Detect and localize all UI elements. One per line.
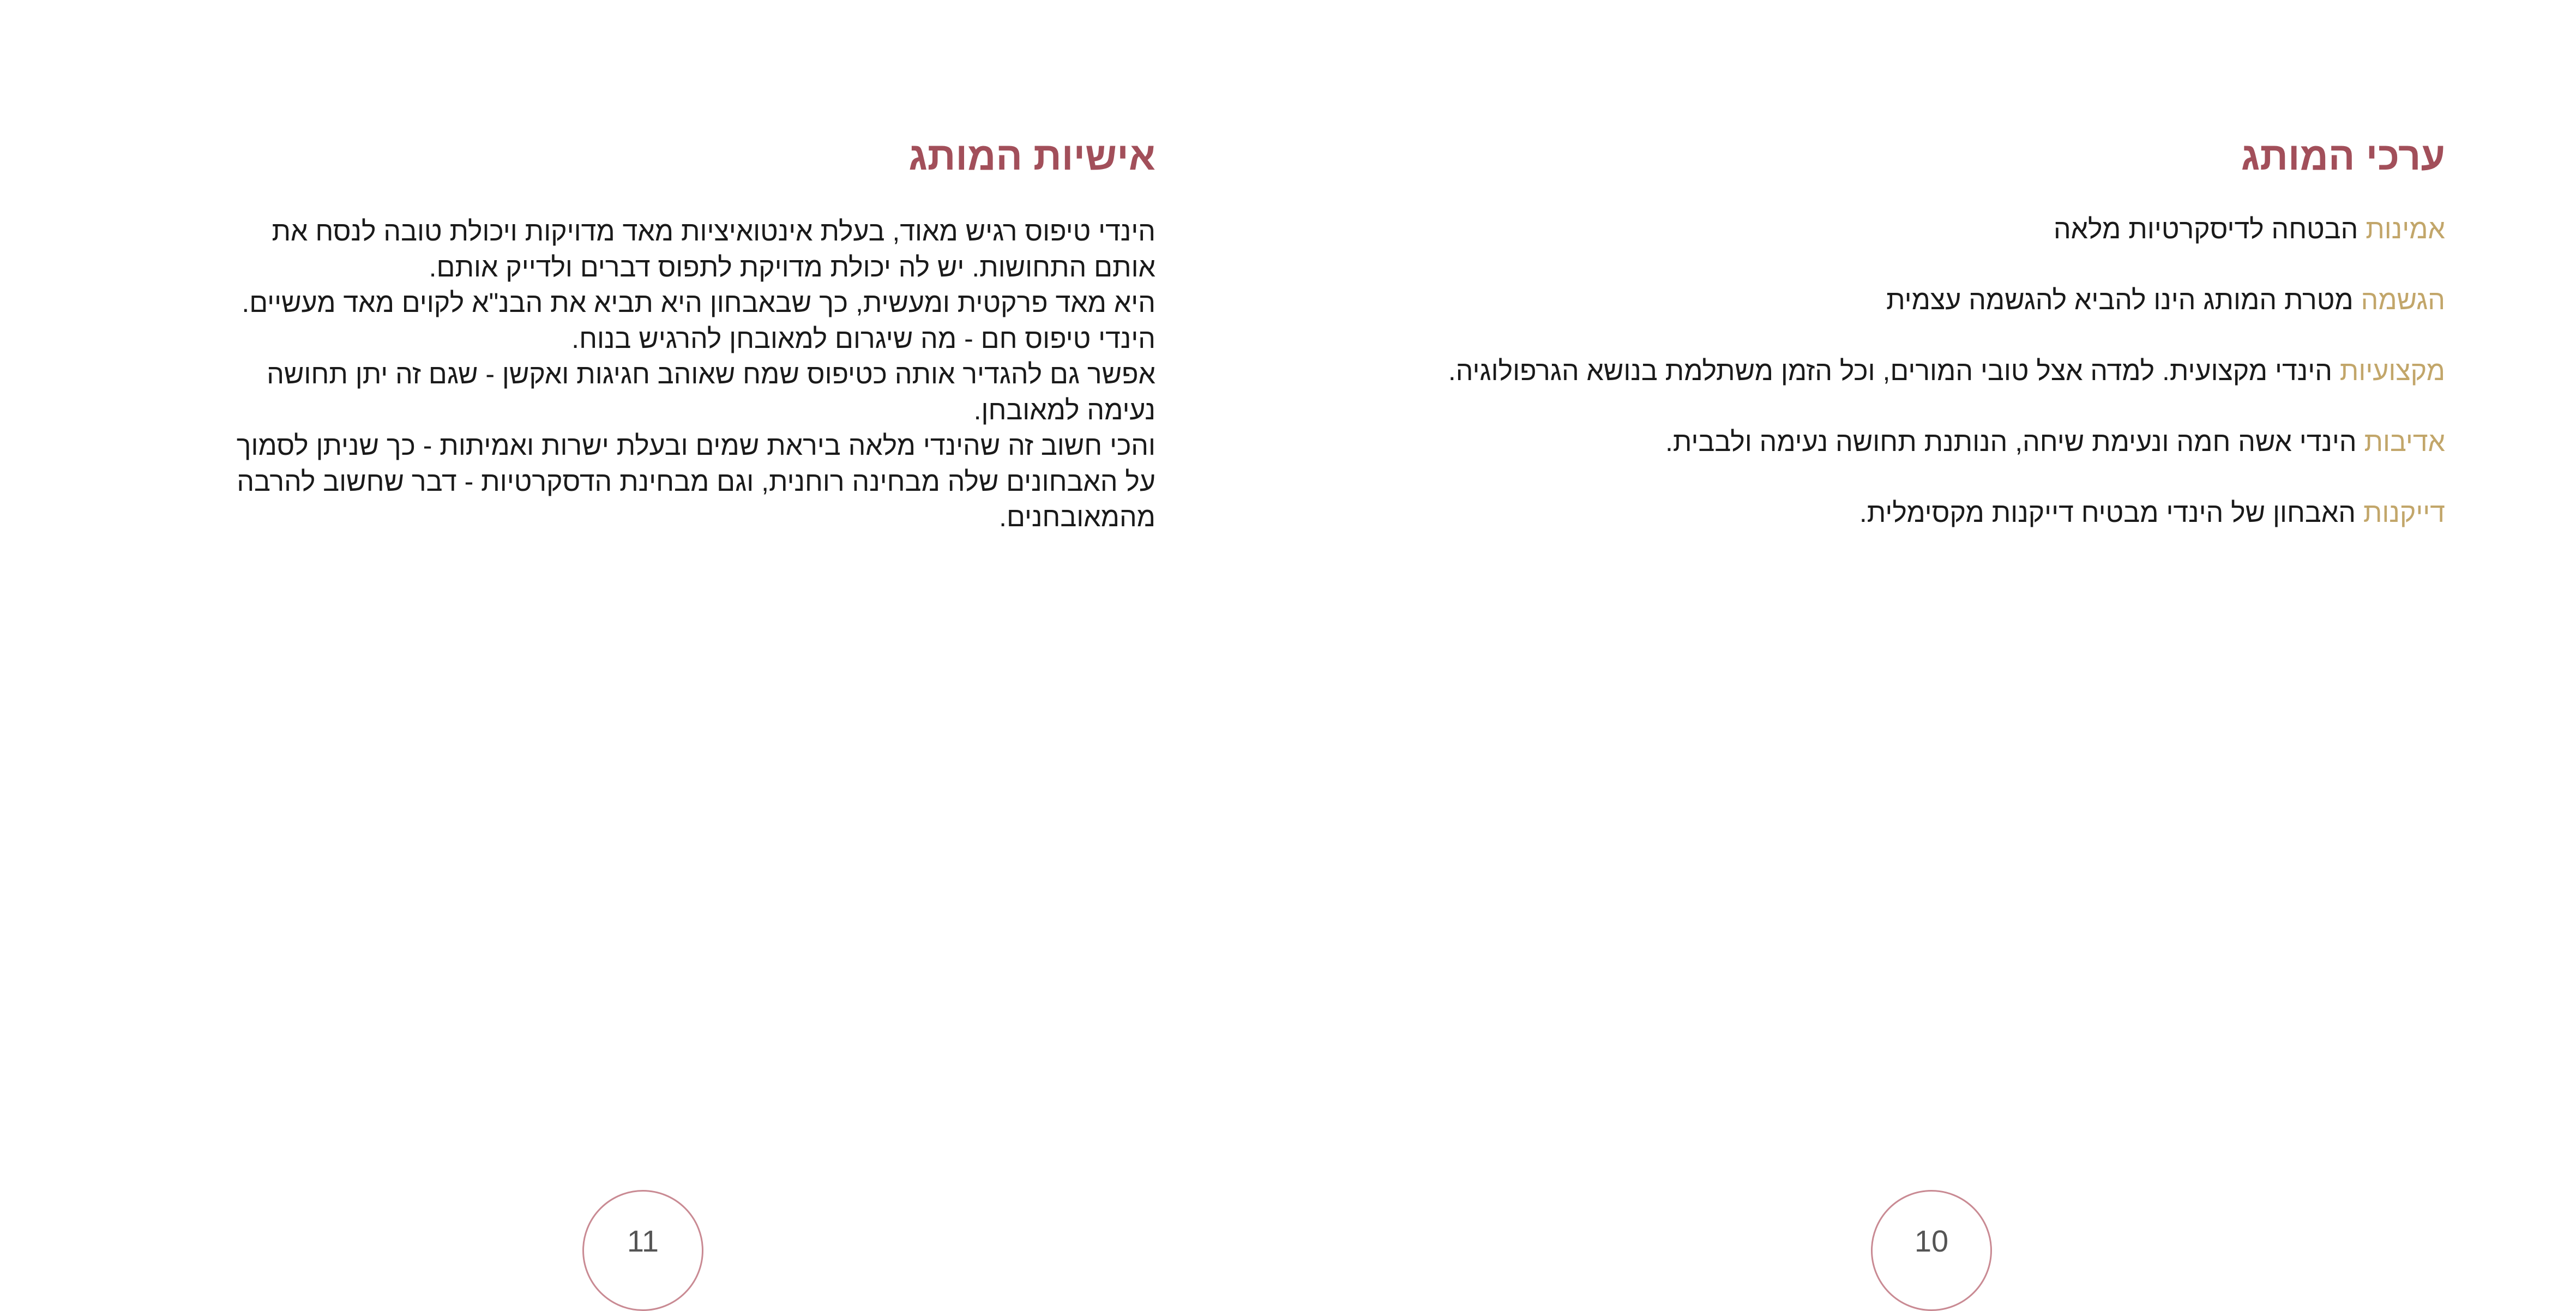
page-number-badge xyxy=(1871,1190,1992,1311)
personality-paragraph: הינדי טיפוס חם - מה שיגרום למאובחן להרגיש בנוח. xyxy=(571,323,1155,354)
page-number: 11 xyxy=(627,1224,659,1258)
brand-value-description: הבטחה לדיסקרטיות מלאה xyxy=(2053,214,2366,244)
personality-paragraph: והכי חשוב זה שהינדי מלאה ביראת שמים ובעלת ישרות ואמיתות - כך שניתן לסמוך על האבחונים שלה מבחינה רוחנית, וגם מבחינת הדסקרטיות - דבר שחשוב להרבה מהמאובחנים. xyxy=(236,430,1155,532)
brand-value-item xyxy=(1436,281,2445,352)
right-page xyxy=(1288,0,2576,1288)
brand-value-term: דייקנות xyxy=(2363,497,2445,528)
brand-value-item xyxy=(1436,352,2445,423)
personality-paragraph: היא מאד פרקטית ומעשית, כך שבאבחון היא תביא את הבנ"א לקוים מאד מעשיים. xyxy=(242,287,1155,318)
brand-value-term: אמינות xyxy=(2366,214,2445,244)
brand-value-term: מקצועיות xyxy=(2339,356,2445,386)
brand-value-term: הגשמה xyxy=(2361,285,2445,315)
brand-value-item xyxy=(1436,423,2445,494)
brand-values-heading: ערכי המותג xyxy=(2241,135,2445,178)
page-number-badge xyxy=(582,1190,703,1311)
left-page xyxy=(0,0,1288,1288)
brand-personality-text xyxy=(223,214,1155,536)
brand-value-description: מטרת המותג הינו להביא להגשמה עצמית xyxy=(1886,285,2361,315)
brand-value-description: הינדי מקצועית. למדה אצל טובי המורים, וכל הזמן משתלמת בנושא הגרפולוגיה. xyxy=(1448,356,2340,386)
brand-personality-heading: אישיות המותג xyxy=(908,135,1155,178)
brand-value-description: הינדי אשה חמה ונעימת שיחה, הנותנת תחושה נעימה ולבבית. xyxy=(1665,426,2364,457)
brand-value-item xyxy=(1436,210,2445,281)
personality-paragraph: הינדי טיפוס רגיש מאוד, בעלת אינטואיציות מאד מדויקות ויכולת טובה לנסח את אותם התחושות. יש לה יכולת מדויקת לתפוס דברים ולדייק אותם. xyxy=(272,216,1155,282)
brand-value-description: האבחון של הינדי מבטיח דייקנות מקסימלית. xyxy=(1859,497,2363,528)
personality-paragraph: אפשר גם להגדיר אותה כטיפוס שמח שאוהב חגיגות ואקשן - שגם זה יתן תחושה נעימה למאובחן. xyxy=(267,359,1155,425)
page-number: 10 xyxy=(1914,1224,1949,1258)
brand-value-term: אדיבות xyxy=(2364,426,2445,457)
brand-value-item xyxy=(1436,494,2445,564)
brand-values-list xyxy=(1436,210,2445,564)
